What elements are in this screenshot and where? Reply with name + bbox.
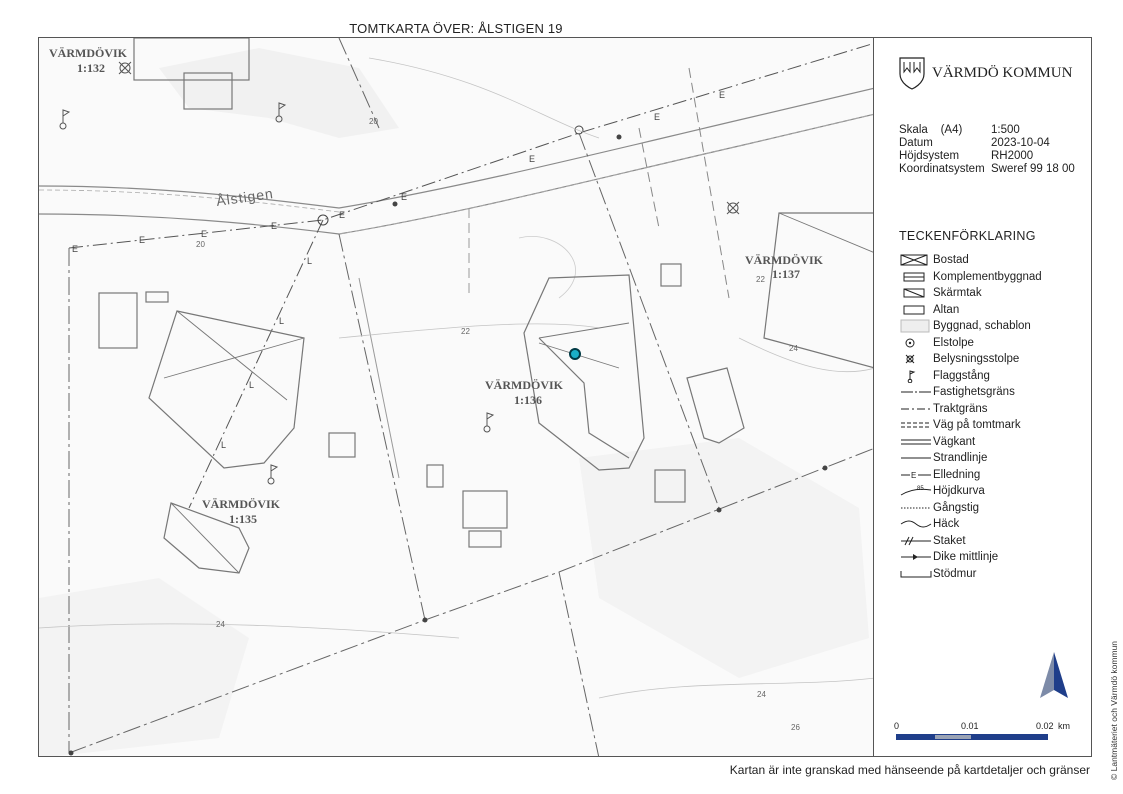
scale-tick-label: 0.01 bbox=[961, 721, 979, 731]
vag-pa-tomtmark-icon bbox=[899, 418, 933, 432]
parcel-label-name: VÄRMDÖVIK bbox=[485, 378, 563, 392]
parcel-label-id: 1:136 bbox=[514, 393, 542, 407]
parcel-label-id: 1:137 bbox=[772, 267, 800, 281]
kommun-name: VÄRMDÖ KOMMUN bbox=[932, 64, 1073, 81]
kommun-logo bbox=[898, 56, 1072, 90]
legend-heading: TECKENFÖRKLARING bbox=[899, 229, 1036, 243]
svg-text:85: 85 bbox=[917, 486, 924, 493]
legend-item: Strandlinje bbox=[899, 450, 1042, 467]
map-metadata bbox=[899, 124, 1075, 176]
contour-label: 26 bbox=[791, 723, 800, 732]
height-system-value: RH2000 bbox=[991, 150, 1034, 162]
legend-item: Vägkant bbox=[899, 434, 1042, 451]
scale-tick-label: 0.02 bbox=[1036, 721, 1054, 731]
elledning-icon bbox=[899, 468, 933, 482]
legend-item: Fastighetsgräns bbox=[899, 384, 1042, 401]
legend-item: Traktgräns bbox=[899, 401, 1042, 418]
location-marker[interactable] bbox=[570, 349, 580, 359]
north-arrow bbox=[1036, 650, 1072, 705]
svg-text:L: L bbox=[221, 440, 227, 450]
map-area[interactable] bbox=[38, 37, 874, 757]
vagkant-icon bbox=[899, 435, 933, 449]
altan-icon bbox=[899, 303, 933, 317]
svg-text:E: E bbox=[339, 210, 346, 220]
contour-label: 20 bbox=[369, 117, 378, 126]
contour-label: 24 bbox=[789, 344, 798, 353]
disclaimer: Kartan är inte granskad med hänseende på kartdetaljer och gränser bbox=[729, 763, 1090, 777]
parcel-label-id: 1:135 bbox=[229, 512, 257, 526]
svg-text:E: E bbox=[719, 90, 726, 100]
contour-label: 24 bbox=[757, 690, 766, 699]
scale-label: Skala (A4) bbox=[899, 124, 963, 136]
legend-item: Byggnad, schablon bbox=[899, 318, 1042, 335]
north-arrow-icon bbox=[1036, 650, 1072, 700]
traktgrans-icon bbox=[899, 402, 933, 416]
map-title: TOMTKARTA ÖVER: ÅLSTIGEN 19 bbox=[349, 21, 563, 36]
parcel-label-name: VÄRMDÖVIK bbox=[745, 253, 823, 267]
byggnad-schablon-icon bbox=[899, 319, 933, 333]
scale-tick-label: 0 bbox=[894, 721, 900, 731]
svg-text:E: E bbox=[911, 470, 917, 480]
contour-label: 22 bbox=[461, 327, 470, 336]
date-value: 2023-10-04 bbox=[991, 137, 1050, 149]
parcel-label-name: VÄRMDÖVIK bbox=[202, 497, 280, 511]
hack-icon bbox=[899, 517, 933, 531]
komplementbyggnad-icon bbox=[899, 270, 933, 284]
contour-label: 24 bbox=[216, 620, 225, 629]
flaggstang-icon bbox=[899, 369, 933, 383]
svg-text:E: E bbox=[72, 244, 79, 254]
strandlinje-icon bbox=[899, 451, 933, 465]
svg-text:E: E bbox=[139, 235, 146, 245]
parcel-label-name: VÄRMDÖVIK bbox=[49, 46, 127, 60]
svg-text:E: E bbox=[401, 192, 408, 202]
legend-item: Bostad bbox=[899, 252, 1042, 269]
hojdkurva-icon bbox=[899, 484, 933, 498]
map-canvas[interactable] bbox=[39, 38, 874, 757]
legend-item: 85 Höjdkurva bbox=[899, 483, 1042, 500]
scale-bar bbox=[894, 721, 1074, 745]
legend-item: Staket bbox=[899, 533, 1042, 550]
svg-text:E: E bbox=[201, 229, 208, 239]
date-label: Datum bbox=[899, 137, 933, 149]
road-name-label: Ålstigen bbox=[215, 185, 275, 209]
legend-item: Dike mittlinje bbox=[899, 549, 1042, 566]
legend-item: Stödmur bbox=[899, 566, 1042, 583]
legend-item: Elstolpe bbox=[899, 335, 1042, 352]
elstolpe-icon bbox=[899, 336, 933, 350]
height-system-label: Höjdsystem bbox=[899, 150, 960, 162]
svg-text:E: E bbox=[529, 154, 536, 164]
legend-item: Flaggstång bbox=[899, 368, 1042, 385]
legend-item: Väg på tomtmark bbox=[899, 417, 1042, 434]
legend-item: Komplementbyggnad bbox=[899, 269, 1042, 286]
copyright-credit: © Lantmäteriet och Värmdö kommun bbox=[1109, 640, 1119, 780]
dike-mittlinje-icon bbox=[899, 550, 933, 564]
svg-text:L: L bbox=[279, 316, 285, 326]
parcel-label-id: 1:132 bbox=[77, 61, 105, 75]
svg-text:L: L bbox=[249, 380, 255, 390]
legend-item: Gångstig bbox=[899, 500, 1042, 517]
skarmtak-icon bbox=[899, 286, 933, 300]
fastighetsgrans-icon bbox=[899, 385, 933, 399]
legend-item: Skärmtak bbox=[899, 285, 1042, 302]
svg-text:L: L bbox=[307, 256, 313, 266]
legend-panel bbox=[874, 37, 1092, 757]
scale-segment bbox=[972, 734, 1048, 740]
legend-item: Altan bbox=[899, 302, 1042, 319]
coord-system-value: Sweref 99 18 00 bbox=[991, 163, 1075, 175]
legend-list bbox=[899, 252, 1042, 582]
scale-value: 1:500 bbox=[991, 124, 1020, 136]
coat-of-arms-icon bbox=[898, 56, 926, 90]
coord-system-label: Koordinatsystem bbox=[899, 163, 985, 175]
legend-item: Häck bbox=[899, 516, 1042, 533]
contour-label: 22 bbox=[756, 275, 765, 284]
gangstig-icon bbox=[899, 501, 933, 515]
legend-item: E Elledning bbox=[899, 467, 1042, 484]
scale-segment bbox=[896, 734, 934, 740]
contour-label: 20 bbox=[196, 240, 205, 249]
legend-item: Belysningsstolpe bbox=[899, 351, 1042, 368]
bostad-icon bbox=[899, 253, 933, 267]
svg-text:E: E bbox=[654, 112, 661, 122]
svg-text:E: E bbox=[271, 221, 278, 231]
stodmur-icon bbox=[899, 567, 933, 581]
staket-icon bbox=[899, 534, 933, 548]
belysningsstolpe-icon bbox=[899, 352, 933, 366]
scale-segment bbox=[934, 734, 972, 740]
scale-unit-label: km bbox=[1058, 721, 1070, 731]
